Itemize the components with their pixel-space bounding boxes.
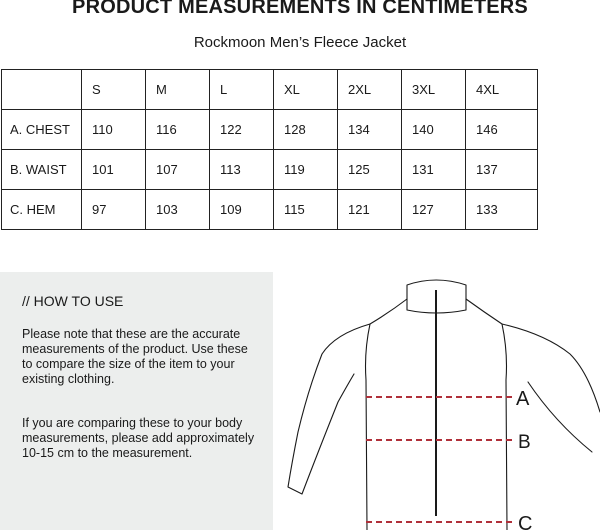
column-header: 4XL [466, 70, 538, 110]
table-cell: 119 [274, 150, 338, 190]
table-cell: 122 [210, 110, 274, 150]
column-header: M [146, 70, 210, 110]
column-header: 2XL [338, 70, 402, 110]
table-cell: 109 [210, 190, 274, 230]
label-a: A [516, 388, 530, 410]
table-cell: 103 [146, 190, 210, 230]
column-header: XL [274, 70, 338, 110]
how-to-use-heading: // HOW TO USE [22, 293, 124, 309]
how-to-use-paragraph: Please note that these are the accurate measurements of the product. Use these to compare the size of the item to your existing clothing. [22, 327, 248, 386]
table-cell: 128 [274, 110, 338, 150]
column-header: 3XL [402, 70, 466, 110]
table-row [2, 110, 538, 150]
row-label: A. CHEST [2, 110, 82, 150]
table-cell: 140 [402, 110, 466, 150]
label-c: C [518, 513, 533, 530]
table-cell: 110 [82, 110, 146, 150]
jacket-diagram [280, 272, 600, 530]
table-cell: 134 [338, 110, 402, 150]
page-title: PRODUCT MEASUREMENTS IN CENTIMETERS [72, 0, 528, 18]
jacket-outline [288, 280, 600, 530]
how-to-use-panel [0, 272, 273, 530]
table-cell: 121 [338, 190, 402, 230]
row-label: C. HEM [2, 190, 82, 230]
table-cell: 115 [274, 190, 338, 230]
table-cell: 101 [82, 150, 146, 190]
table-row [2, 190, 538, 230]
row-label: B. WAIST [2, 150, 82, 190]
table-cell: 107 [146, 150, 210, 190]
table-cell: 146 [466, 110, 538, 150]
table-cell: 127 [402, 190, 466, 230]
table-row [2, 150, 538, 190]
table-cell: 133 [466, 190, 538, 230]
table-cell: 137 [466, 150, 538, 190]
table-cell: 131 [402, 150, 466, 190]
table-cell: 125 [338, 150, 402, 190]
label-b: B [518, 432, 531, 453]
table-header-row [2, 70, 538, 110]
how-to-use-paragraph: If you are comparing these to your body measurements, please add approximately 10-15 cm to the measurement. [22, 416, 255, 460]
table-cell: 97 [82, 190, 146, 230]
product-name: Rockmoon Men’s Fleece Jacket [193, 34, 407, 51]
size-table [1, 69, 538, 230]
table-cell: 116 [146, 110, 210, 150]
column-header: L [210, 70, 274, 110]
table-corner-cell [2, 70, 82, 110]
column-header: S [82, 70, 146, 110]
table-cell: 113 [210, 150, 274, 190]
